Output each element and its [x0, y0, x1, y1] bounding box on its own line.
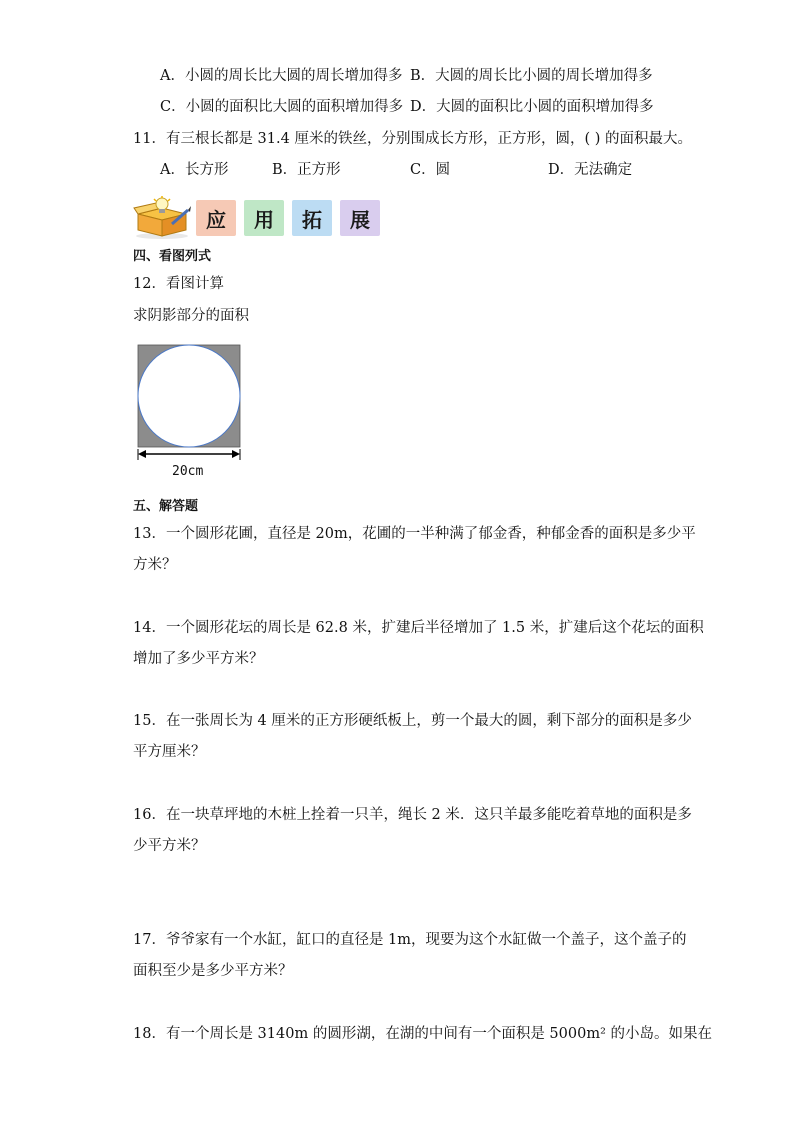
banner-tile-yong: 用 — [244, 200, 284, 236]
q10-option-d: D．大圆的面积比小圆的面积增加得多 — [410, 99, 654, 115]
q14-line1: 14．一个圆形花坛的周长是 62.8 米，扩建后半径增加了 1.5 米，扩建后这个花坛的面积 — [133, 620, 704, 636]
q11-option-b: B．正方形 — [272, 162, 341, 178]
q18-line1: 18．有一个周长是 3140m 的圆形湖，在湖的中间有一个面积是 5000m² 的小岛。如果在 — [133, 1026, 712, 1042]
q11-option-d: D．无法确定 — [548, 162, 633, 178]
q17-line2: 面积至少是多少平方米？ — [133, 963, 293, 979]
box-with-lightbulb-icon — [132, 196, 192, 240]
q10-option-c: C．小圆的面积比大圆的面积增加得多 — [160, 99, 404, 115]
arrow-right-icon — [232, 450, 240, 458]
application-extension-banner — [132, 196, 392, 240]
q15-line1: 15．在一张周长为 4 厘米的正方形硬纸板上，剪一个最大的圆，剩下部分的面积是多少 — [133, 713, 692, 729]
inscribed-circle — [138, 345, 240, 447]
q10-option-b: B．大圆的周长比小圆的周长增加得多 — [410, 68, 653, 84]
q11-text: 11．有三根长都是 31.4 厘米的铁丝，分别围成长方形，正方形，圆，( ) 的面积最大。 — [133, 131, 692, 147]
banner-tile-tuo: 拓 — [292, 200, 332, 236]
q12-subtitle: 求阴影部分的面积 — [133, 308, 249, 324]
q10-option-a: A．小圆的周长比大圆的周长增加得多 — [160, 68, 403, 84]
q16-line2: 少平方米？ — [133, 838, 206, 854]
figure-dimension-label: 20cm — [172, 464, 204, 479]
arrow-left-icon — [138, 450, 146, 458]
q14-line2: 增加了多少平方米？ — [133, 651, 264, 667]
q15-line2: 平方厘米？ — [133, 744, 206, 760]
q16-line1: 16．在一块草坪地的木桩上拴着一只羊，绳长 2 米．这只羊最多能吃着草地的面积是多 — [133, 807, 692, 823]
banner-tile-zhan: 展 — [340, 200, 380, 236]
banner-tile-ying: 应 — [196, 200, 236, 236]
q13-line1: 13．一个圆形花圃，直径是 20m，花圃的一半种满了郁金香，种郁金香的面积是多少平 — [133, 526, 696, 542]
q11-option-c: C．圆 — [410, 162, 451, 178]
q11-option-a: A．长方形 — [160, 162, 229, 178]
section4-heading: 四、看图列式 — [133, 249, 212, 264]
q17-line1: 17．爷爷家有一个水缸，缸口的直径是 1m，现要为这个水缸做一个盖子，这个盖子的 — [133, 932, 687, 948]
section5-heading: 五、解答题 — [133, 499, 199, 514]
q13-line2: 方米？ — [133, 557, 177, 573]
q12-title: 12．看图计算 — [133, 276, 224, 292]
